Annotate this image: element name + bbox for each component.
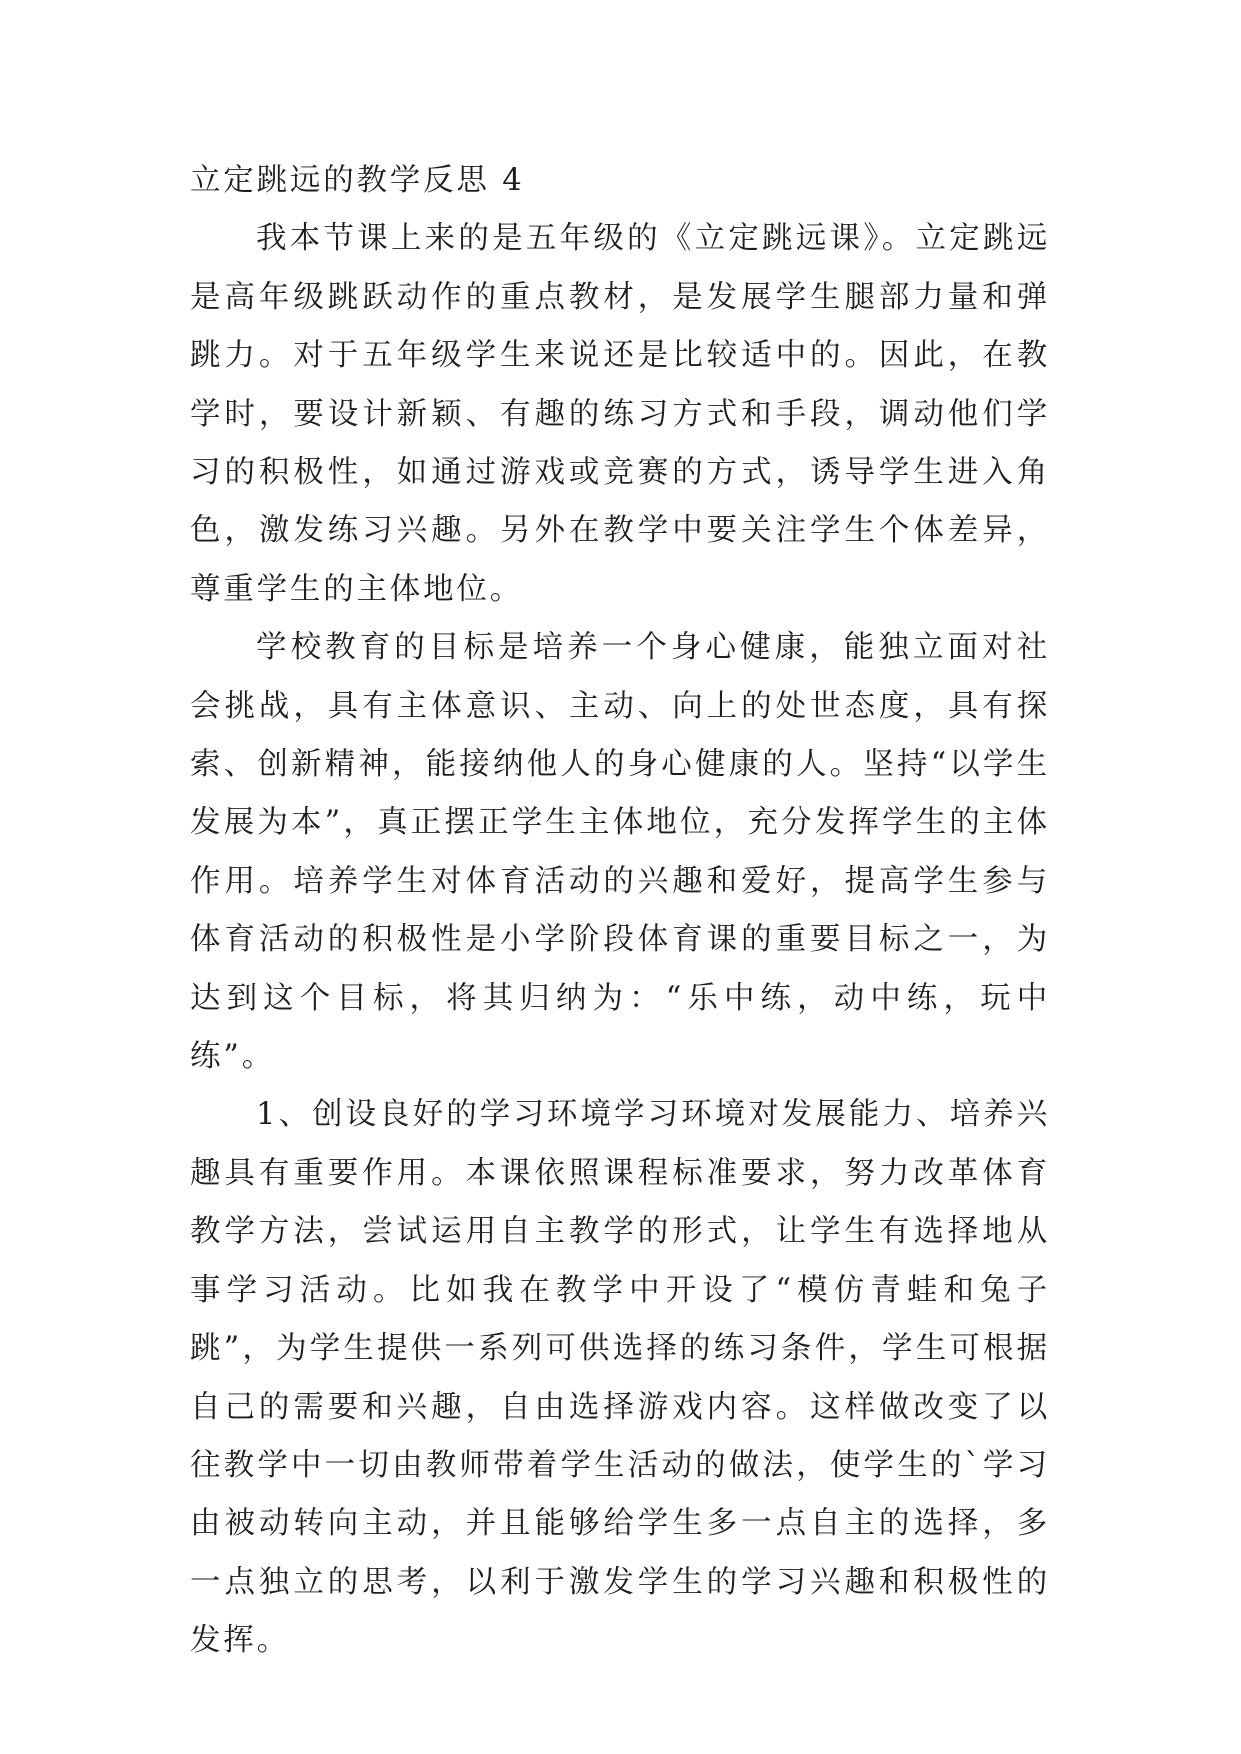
paragraph-intro: 我本节课上来的是五年级的《立定跳远课》。立定跳远是高年级跳跃动作的重点教材，是发展学生腿部力量和弹跳力。对于五年级学生来说还是比较适中的。因此，在教学时，要设计新颖、有趣的练习方式和手段，调动他们学习的积极性，如通过游戏或竞赛的方式，诱导学生进入角色，激发练习兴趣。另外在教学中要关注学生个体差异，尊重学生的主体地位。 xyxy=(190,221,1050,607)
document-title: 立定跳远的教学反思 4 xyxy=(190,163,525,198)
document-body xyxy=(190,152,1050,1671)
paragraph-learning-environment: 1、创设良好的学习环境学习环境对发展能力、培养兴趣具有重要作用。本课依照课程标准要求，努力改革体育教学方法，尝试运用自主教学的形式，让学生有选择地从事学习活动。比如我在教学中开设了“模仿青蛙和兔子跳”，为学生提供一系列可供选择的练习条件，学生可根据自己的需要和兴趣，自由选择游戏内容。这样做改变了以往教学中一切由教师带着学生活动的做法，使学生的`学习由被动转向主动，并且能够给学生多一点自主的选择，多一点独立的思考，以利于激发学生的学习兴趣和积极性的发挥。 xyxy=(190,1097,1050,1659)
paragraph-education-goal: 学校教育的目标是培养一个身心健康，能独立面对社会挑战，具有主体意识、主动、向上的处世态度，具有探索、创新精神，能接纳他人的身心健康的人。坚持“以学生发展为本”，真正摆正学生主体地位，充分发挥学生的主体作用。培养学生对体育活动的兴趣和爱好，提高学生参与体育活动的积极性是小学阶段体育课的重要目标之一，为达到这个目标，将其归纳为：“乐中练，动中练，玩中练”。 xyxy=(190,630,1050,1075)
